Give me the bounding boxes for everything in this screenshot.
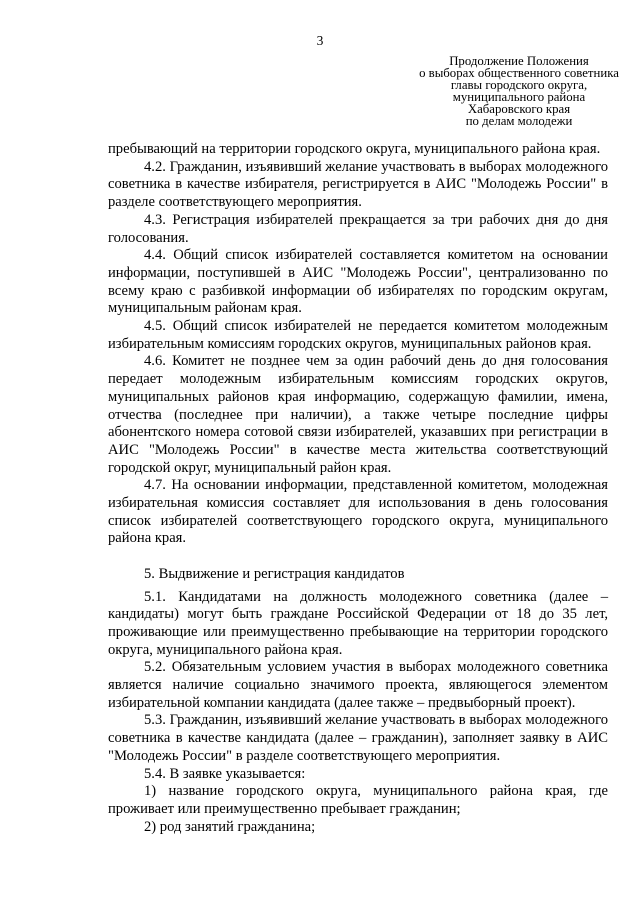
list-item-2: 2) род занятий гражданина;	[144, 818, 316, 835]
paragraph-4-3: 4.3. Регистрация избирателей прекращается за три рабочих дня до дня голосования.	[108, 211, 608, 246]
paragraph-5-2: 5.2. Обязательным условием участия в выборах молодежного советника является наличие социально значимого проекта, являющегося элементом избирательной компании кандидата (далее также – предвыборный проект).	[108, 659, 608, 711]
paragraph-4-6: 4.6. Комитет не позднее чем за один рабочий день до дня голосования передает молодежным избирательным комиссиям городских округов, муниципальных районов края информацию, содержащую фамилии, имена, отчества (последнее при наличии), а также четыре последние цифры абонентского номера сотовой связи избирателей, указавших при регистрации в АИС "Молодежь России" в качестве места жительства соответствующий городской округ, муниципальный район края.	[108, 353, 608, 476]
paragraph-5-3: 5.3. Гражданин, изъявивший желание участвовать в выборах молодежного советника в качестве кандидата (далее – гражданин), заполняет заявку в АИС "Молодежь России" в разделе соответствующего мероприятия.	[108, 712, 608, 764]
document-body	[108, 141, 608, 836]
paragraph-4-5: 4.5. Общий список избирателей не передается комитетом молодежным избирательным комиссиям городских округов, муниципальных районов края.	[108, 318, 608, 352]
header-line: Хабаровского края	[467, 101, 571, 116]
paragraph-4-2: 4.2. Гражданин, изъявивший желание участвовать в выборах молодежного советника в качестве избирателя, регистрируется в АИС "Молодежь России" в разделе соответствующего мероприятия.	[108, 158, 608, 211]
list-item-1: 1) название городского округа, муниципального района края, где проживает или преимущественно пребывает гражданин;	[108, 783, 608, 817]
header-line: Продолжение Положения	[449, 54, 589, 68]
header-line: по делам молодежи	[465, 113, 573, 128]
document-header	[396, 56, 640, 127]
paragraph-4-7: 4.7. На основании информации, представленной комитетом, молодежная избирательная комиссия составляет для использования в день голосования список избирателей соответствующего городского округа, муниципального района края.	[108, 477, 608, 547]
paragraph-5-4: 5.4. В заявке указывается:	[144, 765, 306, 782]
section-title: 5. Выдвижение и регистрация кандидатов	[144, 565, 405, 582]
paragraph-5-1: 5.1. Кандидатами на должность молодежного советника (далее – кандидаты) могут быть граждане Российской Федерации от 18 до 35 лет, проживающие или преимущественно пребывающие на территории городского округа, муниципального района края.	[108, 588, 608, 658]
header-line: о выборах общественного советника	[419, 65, 619, 80]
header-line: муниципального района	[452, 89, 586, 104]
page-number: 3	[316, 33, 324, 48]
header-line: главы городского округа,	[450, 77, 588, 92]
paragraph-continuation: пребывающий на территории городского округа, муниципального района края.	[108, 141, 601, 157]
paragraph-4-4: 4.4. Общий список избирателей составляется комитетом на основании информации, поступившей в АИС "Молодежь России", централизованно по всему краю с разбивкой информации об избирателях по городским округам, муниципальным районам края.	[108, 247, 608, 317]
